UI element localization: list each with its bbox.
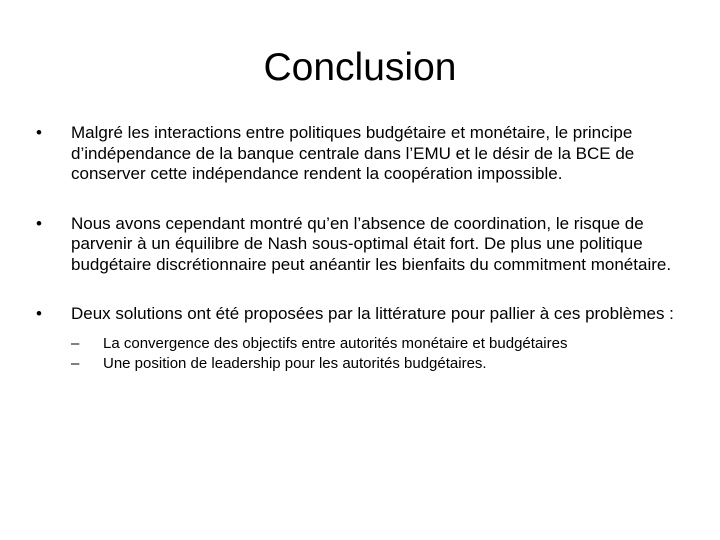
slide-title: Conclusion <box>263 46 457 89</box>
dash-icon: – <box>71 354 80 372</box>
bullet-point-icon: • <box>36 213 42 233</box>
sub-item-text: Une position de leadership pour les autorités budgétaires. <box>103 354 487 372</box>
sub-item-text: La convergence des objectifs entre autorités monétaire et budgétaires <box>103 334 568 352</box>
dash-icon: – <box>71 334 80 352</box>
bullet-item <box>36 123 696 185</box>
bullet-text: Malgré les interactions entre politiques budgétaire et monétaire, le principe d’indépendance de la banque centrale dans l’EMU et le désir de la BCE de conserver cette indépendance rendent la coopération impossible. <box>71 123 635 183</box>
sub-list-item <box>71 334 696 354</box>
sub-list-item <box>71 354 696 374</box>
bullet-text: Nous avons cependant montré qu’en l’absence de coordination, le risque de parvenir à un équilibre de Nash sous-optimal était fort. De plus une politique budgétaire discrétionnaire peut anéantir les bienfaits du commitment monétaire. <box>71 213 672 274</box>
bullet-point-icon: • <box>36 123 42 142</box>
bullet-point-icon: • <box>36 304 42 323</box>
slide-content <box>36 123 696 403</box>
sub-list <box>71 334 696 374</box>
bullet-item <box>36 214 696 276</box>
bullet-text: Deux solutions ont été proposées par la littérature pour pallier à ces problèmes : <box>71 304 674 323</box>
bullet-item <box>36 304 696 374</box>
